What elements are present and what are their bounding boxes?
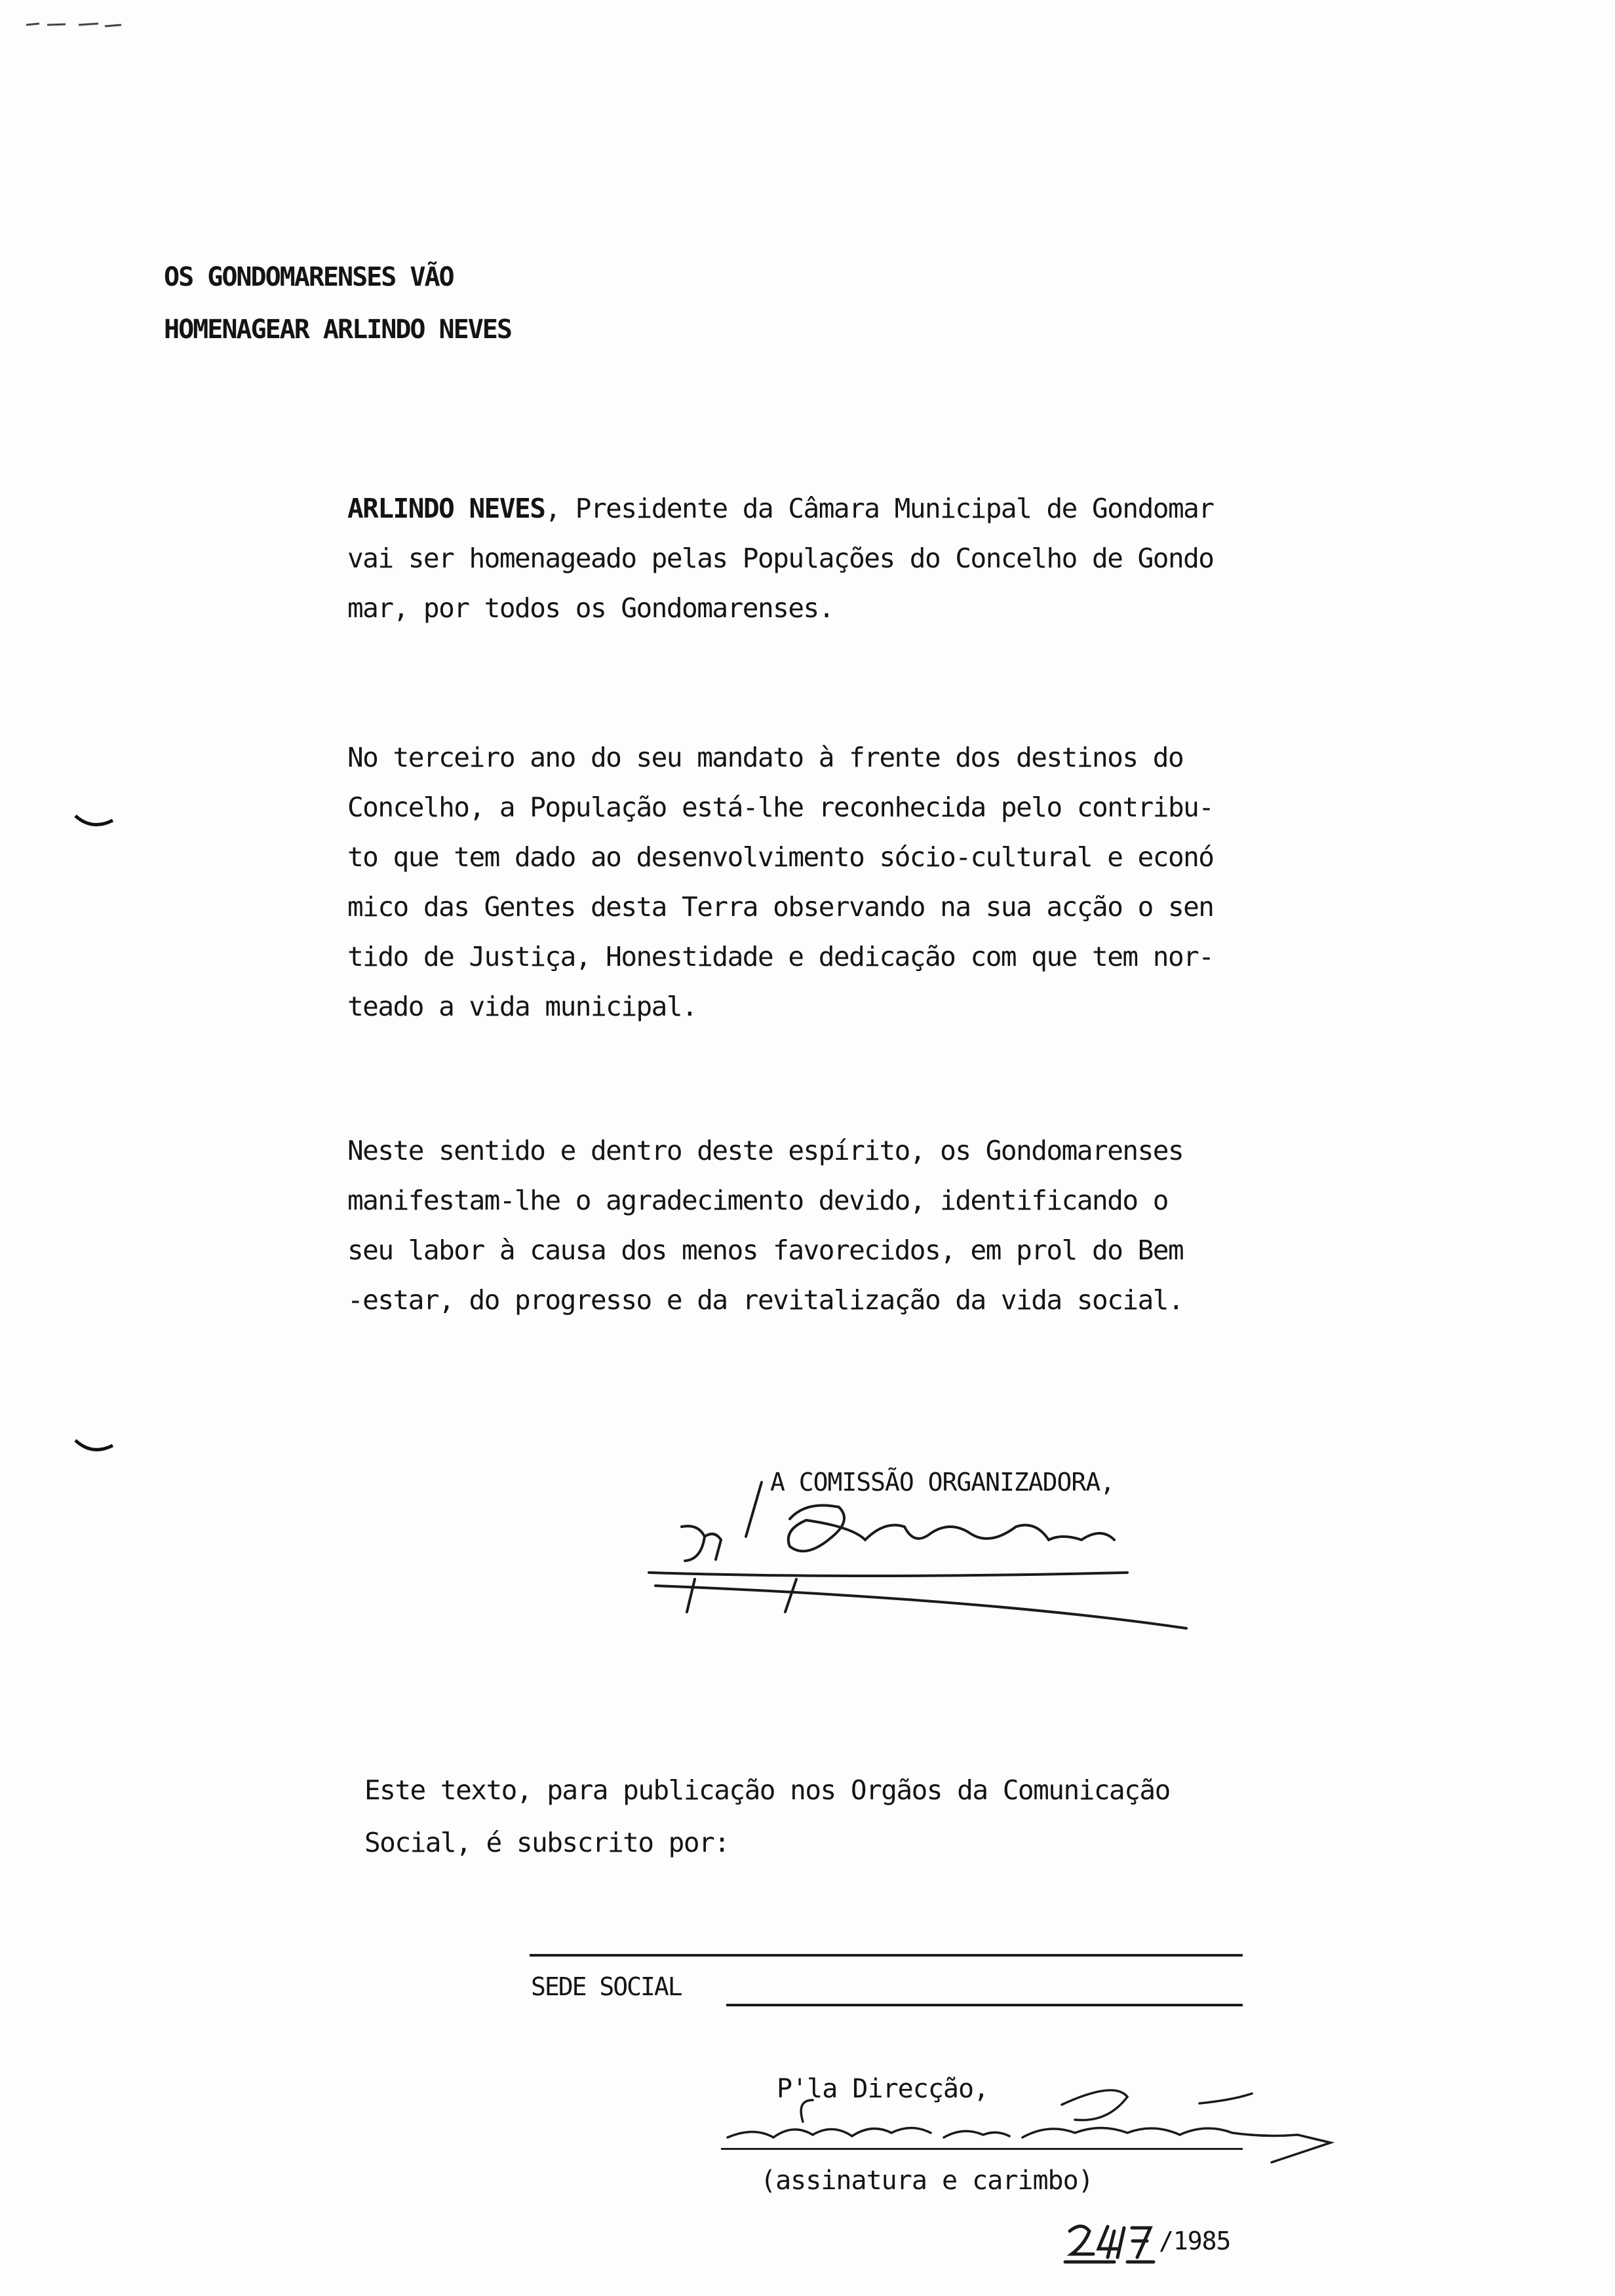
publication-note-line: Social, é subscrito por: [364, 1827, 730, 1858]
signature-stamp-caption: (assinatura e carimbo) [760, 2166, 1093, 2196]
heading-line-2: HOMENAGEAR ARLINDO NEVES [164, 315, 511, 345]
paragraph-mandate-line: to que tem dado ao desenvolvimento sócio-cultural e econó [347, 841, 1214, 873]
paragraph-gratitude-line: Neste sentido e dentro deste espírito, os Gondomarenses [347, 1135, 1184, 1166]
date-year: /1985 [1159, 2227, 1231, 2255]
paragraph-mandate-line: mico das Gentes desta Terra observando na sua acção o sen [347, 891, 1214, 923]
paragraph-gratitude [347, 1126, 1291, 1325]
honoree-name: ARLINDO NEVES [347, 493, 545, 524]
commission-label: A COMISSÃO ORGANIZADORA, [770, 1468, 1115, 1497]
paragraph-mandate-line: tido de Justiça, Honestidade e dedicação com que tem nor- [347, 941, 1214, 972]
paragraph-intro-line-2: vai ser homenageado pelas Populações do Concelho de Gondo [347, 543, 1214, 574]
paragraph-gratitude-line: manifestam-lhe o agradecimento devido, identificando o [347, 1185, 1168, 1216]
paragraph-mandate [347, 733, 1291, 1031]
paragraph-mandate-line: Concelho, a População está-lhe reconhecida pelo contribu- [347, 792, 1214, 823]
paragraph-gratitude-line: -estar, do progresso e da revitalização da vida social. [347, 1284, 1184, 1316]
subscriber-name-line [530, 1954, 1243, 1957]
heading-line-1: OS GONDOMARENSES VÃO [164, 262, 454, 292]
direcao-label: P'la Direcção, [777, 2074, 989, 2104]
direcao-signature-line [721, 2148, 1243, 2150]
paragraph-intro-line-3: mar, por todos os Gondomarenses. [347, 592, 834, 624]
sede-social-line [726, 2004, 1243, 2006]
paragraph-intro [347, 484, 1291, 633]
paragraph-mandate-line: teado a vida municipal. [347, 991, 697, 1022]
handwritten-date [1065, 2227, 1154, 2263]
paragraph-gratitude-line: seu labor à causa dos menos favorecidos, em prol do Bem [347, 1234, 1184, 1266]
publication-note [364, 1764, 1170, 1869]
margin-mark [75, 1440, 113, 1449]
paragraph-mandate-line: No terceiro ano do seu mandato à frente dos destinos do [347, 742, 1184, 773]
paragraph-intro-line-1-rest: , Presidente da Câmara Municipal de Gondomar [545, 493, 1214, 524]
margin-mark [75, 816, 113, 825]
commission-signature [649, 1482, 1186, 1628]
publication-note-line: Este texto, para publicação nos Orgãos da Comunicação [364, 1774, 1170, 1806]
paragraph-intro-line-1 [347, 484, 1291, 533]
corner-mark [26, 24, 121, 26]
sede-social-label: SEDE SOCIAL [531, 1972, 682, 2001]
